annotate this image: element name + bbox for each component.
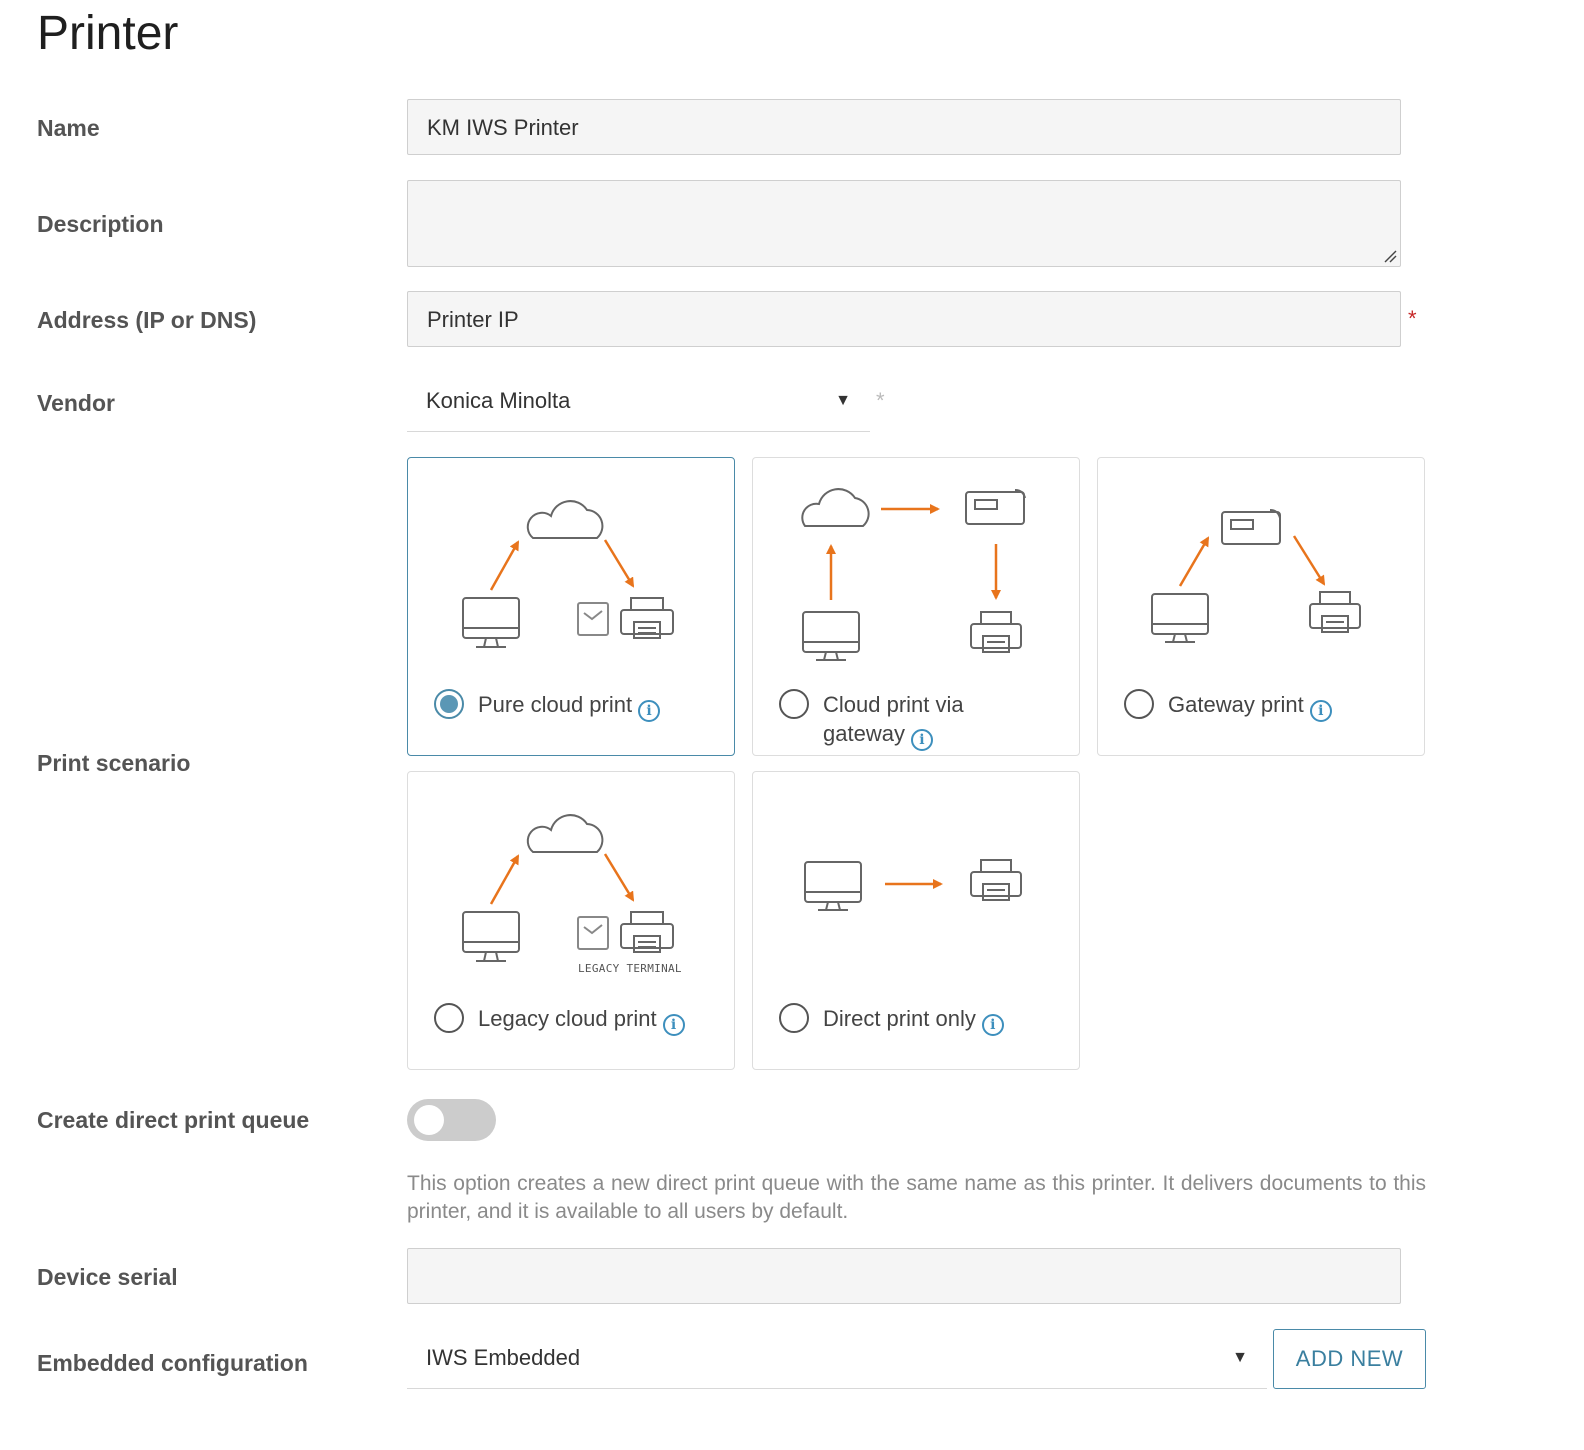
scenario-label-pure-cloud bbox=[478, 690, 660, 722]
pure-cloud-text: Pure cloud print bbox=[478, 692, 633, 717]
scenario-card-cloud-via-gateway[interactable] bbox=[752, 457, 1080, 756]
legacy-terminal-caption: LEGACY TERMINAL bbox=[578, 962, 682, 975]
resize-handle-icon[interactable] bbox=[1383, 249, 1397, 263]
scenario-label-gateway bbox=[1168, 690, 1332, 722]
embedded-config-value: IWS Embedded bbox=[426, 1345, 581, 1370]
vendor-required-mark: * bbox=[876, 388, 885, 413]
chevron-down-icon: ▼ bbox=[1232, 1349, 1248, 1366]
address-input[interactable]: Printer IP bbox=[407, 291, 1401, 347]
toggle-knob bbox=[414, 1105, 444, 1135]
vendor-label: Vendor bbox=[37, 390, 115, 416]
legacy-cloud-text: Legacy cloud print bbox=[478, 1006, 657, 1031]
add-new-button[interactable]: ADD NEW bbox=[1273, 1329, 1426, 1389]
embedded-config-label: Embedded configuration bbox=[37, 1350, 308, 1376]
radio-cloud-via-gateway[interactable] bbox=[779, 689, 809, 719]
description-label: Description bbox=[37, 211, 164, 237]
device-serial-label: Device serial bbox=[37, 1264, 178, 1290]
gateway-text: Gateway print bbox=[1168, 692, 1304, 717]
info-icon[interactable]: i bbox=[1310, 700, 1332, 722]
scenario-label-cloud-via-gateway bbox=[823, 690, 1023, 751]
device-serial-input[interactable] bbox=[407, 1248, 1401, 1304]
radio-direct[interactable] bbox=[779, 1003, 809, 1033]
description-textarea[interactable] bbox=[407, 180, 1401, 267]
info-icon[interactable]: i bbox=[911, 729, 933, 751]
radio-legacy-cloud[interactable] bbox=[434, 1003, 464, 1033]
page-title: Printer bbox=[37, 7, 179, 60]
chevron-down-icon: ▼ bbox=[835, 392, 851, 409]
info-icon[interactable]: i bbox=[638, 700, 660, 722]
vendor-select[interactable] bbox=[407, 376, 870, 432]
info-icon[interactable]: i bbox=[982, 1014, 1004, 1036]
name-label: Name bbox=[37, 115, 100, 141]
scenario-label-legacy-cloud bbox=[478, 1004, 685, 1036]
scenario-card-gateway[interactable] bbox=[1097, 457, 1425, 756]
scenario-label-direct bbox=[823, 1004, 1004, 1036]
vendor-value: Konica Minolta bbox=[426, 388, 571, 413]
radio-gateway[interactable] bbox=[1124, 689, 1154, 719]
cloud-via-gateway-text: Cloud print via gateway bbox=[823, 692, 964, 746]
direct-text: Direct print only bbox=[823, 1006, 976, 1031]
info-icon[interactable]: i bbox=[663, 1014, 685, 1036]
scenario-card-pure-cloud[interactable] bbox=[407, 457, 735, 756]
print-scenario-label: Print scenario bbox=[37, 750, 191, 776]
scenario-card-legacy-cloud[interactable] bbox=[407, 771, 735, 1070]
direct-queue-toggle[interactable] bbox=[407, 1099, 496, 1141]
name-input[interactable]: KM IWS Printer bbox=[407, 99, 1401, 155]
address-required-mark: * bbox=[1408, 306, 1417, 331]
address-label: Address (IP or DNS) bbox=[37, 307, 257, 333]
embedded-config-select[interactable] bbox=[407, 1333, 1267, 1389]
direct-queue-help-text: This option creates a new direct print queue with the same name as this printer. It delivers documents to this printer, and it is available to all users by default. bbox=[407, 1172, 1426, 1223]
scenario-card-direct[interactable] bbox=[752, 771, 1080, 1070]
direct-queue-label: Create direct print queue bbox=[37, 1107, 310, 1133]
radio-pure-cloud[interactable] bbox=[434, 689, 464, 719]
